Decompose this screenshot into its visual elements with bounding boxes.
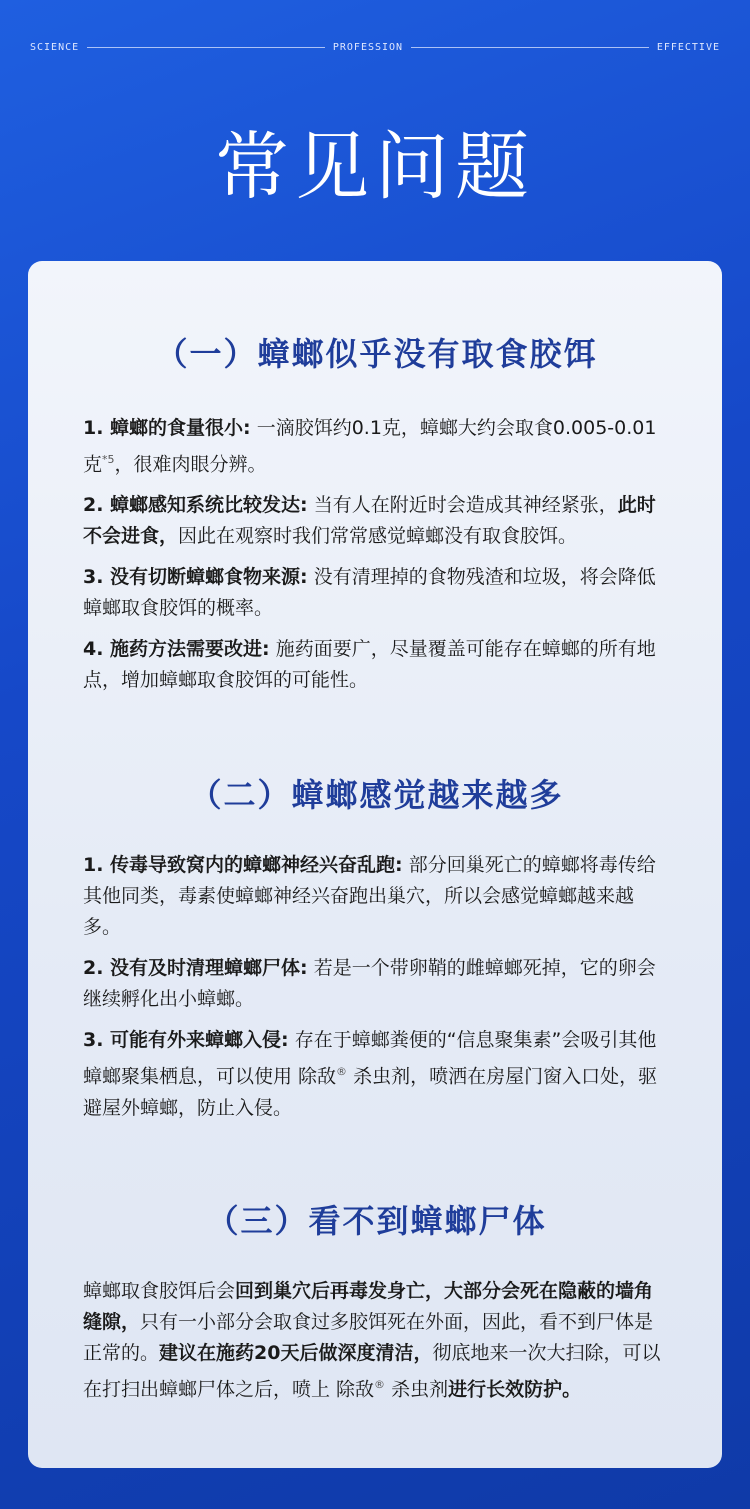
item-heading: 1. 蟑螂的食量很小: xyxy=(83,417,251,439)
footnote-mark: *5 xyxy=(102,453,115,466)
section-title-3: （三）看不到蟑螂尸体 xyxy=(206,1201,547,1240)
faq-item xyxy=(83,634,670,696)
item-text: 因此在观察时我们常常感觉蟑螂没有取食胶饵。 xyxy=(178,525,578,548)
item-text: 施药面要广，尽量覆盖可能存在蟑螂的所有地点，增加蟑螂取食胶饵的可能性。 xyxy=(83,638,656,692)
registered-mark: ® xyxy=(374,1377,386,1391)
section-title-1: （一）蟑螂似乎没有取食胶饵 xyxy=(155,335,598,373)
item-text: 一滴胶饵约0.1克，蟑螂大约会取食0.005-0.01克 xyxy=(83,417,657,476)
faq-card xyxy=(28,261,722,1468)
item-text: 没有清理掉的食物残渣和垃圾，将会降低蟑螂取食胶饵的概率。 xyxy=(83,566,656,620)
para-emphasis: 回到巢穴后再毒发身亡，大部分会死在隐蔽的墙角缝隙， xyxy=(83,1279,654,1333)
item-text: 若是一个带卵鞘的雌蟑螂死掉，它的卵会继续孵化出小蟑螂。 xyxy=(83,957,656,1011)
item-heading: 2. 蟑螂感知系统比较发达: xyxy=(83,494,308,517)
faq-item xyxy=(83,953,670,1015)
item-heading: 2. 没有及时清理蟑螂尸体: xyxy=(83,957,308,980)
tag-profession: PROFESSION xyxy=(332,41,404,53)
item-text: 部分回巢死亡的蟑螂将毒传给其他同类，毒素使蟑螂神经兴奋跑出巢穴，所以会感觉蟑螂越来越多。 xyxy=(83,854,656,939)
registered-mark: ® xyxy=(336,1065,348,1079)
item-heading: 3. 没有切断蟑螂食物来源: xyxy=(83,566,308,589)
item-text: 存在于蟑螂粪便的“信息聚集素”会吸引其他蟑螂聚集栖息，可以使用 除敌 xyxy=(83,1029,657,1088)
faq-item xyxy=(83,413,670,480)
section-title-2: （二）蟑螂感觉越来越多 xyxy=(189,776,564,815)
item-text: 杀虫剂，喷洒在房屋门窗入口处，驱避屋外蟑螂，防止入侵。 xyxy=(83,1065,658,1119)
para-emphasis: 进行长效防护。 xyxy=(448,1377,582,1400)
item-emphasis: 此时不会进食， xyxy=(83,494,656,548)
item-text: ，很难肉眼分辨。 xyxy=(114,453,267,476)
faq-item xyxy=(83,562,670,624)
para-text: 蟑螂取食胶饵后会 xyxy=(83,1279,236,1302)
divider-line xyxy=(87,47,325,48)
faq-item xyxy=(83,850,670,943)
para-text: 彻底地来一次大扫除，可以在打扫出蟑螂尸体之后，喷上 除敌 xyxy=(83,1341,661,1400)
para-text: 杀虫剂 xyxy=(385,1377,449,1400)
faq-paragraph xyxy=(83,1276,670,1405)
page-title: 常见问题 xyxy=(215,124,535,210)
para-emphasis: 建议在施药20天后做深度清洁， xyxy=(159,1341,433,1364)
tag-science: SCIENCE xyxy=(30,41,80,53)
item-heading: 1. 传毒导致窝内的蟑螂神经兴奋乱跑: xyxy=(83,854,403,877)
item-heading: 4. 施药方法需要改进: xyxy=(83,638,270,661)
top-tagline xyxy=(30,38,720,56)
item-text: 当有人在附近时会造成其神经紧张， xyxy=(307,494,618,517)
faq-item xyxy=(83,1025,670,1123)
faq-item xyxy=(83,490,670,552)
item-heading: 3. 可能有外来蟑螂入侵: xyxy=(83,1029,289,1052)
tag-effective: EFFECTIVE xyxy=(656,41,720,53)
divider-line xyxy=(411,47,649,48)
para-text: 只有一小部分会取食过多胶饵死在外面，因此，看不到尸体是正常的。 xyxy=(83,1310,654,1364)
